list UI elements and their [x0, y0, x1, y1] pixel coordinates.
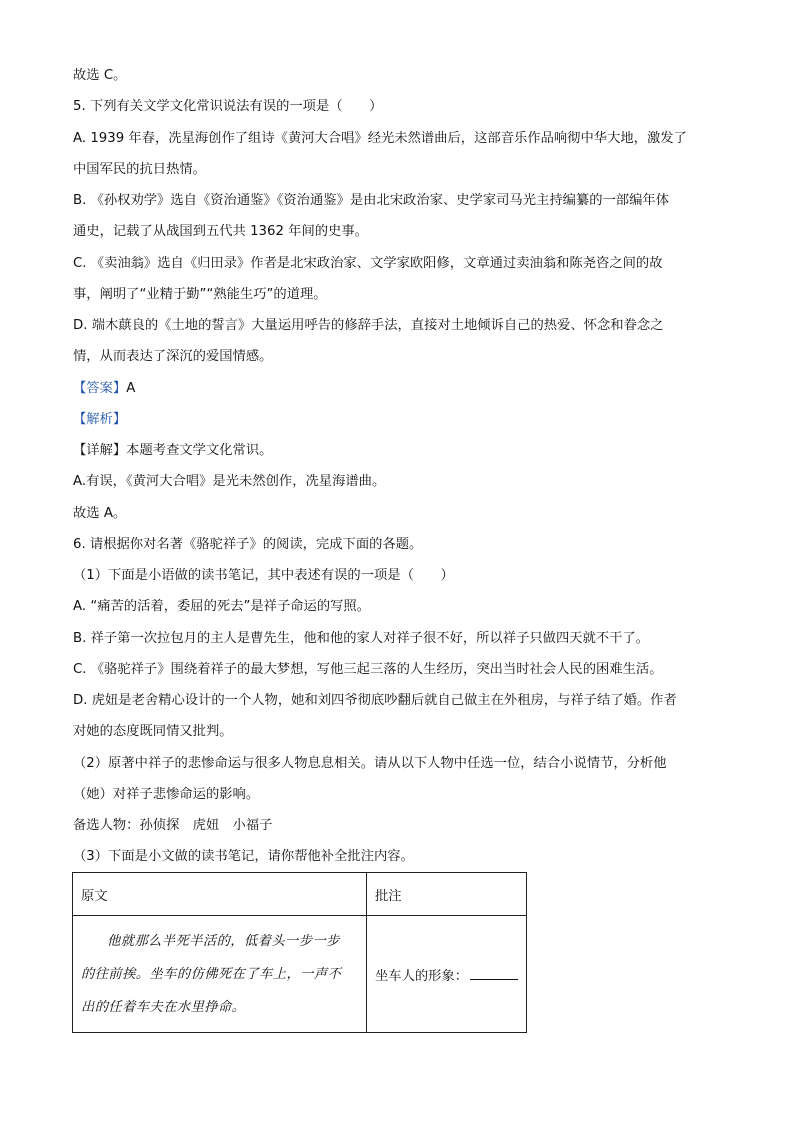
candidate-characters: 备选人物：孙侦探 虎妞 小福子 [73, 818, 273, 833]
answer-value: A [126, 381, 136, 396]
analysis-label: 【解析】 [73, 412, 127, 427]
q6-part2-stem: （2）原著中祥子的悲惨命运与很多人物息息相关。请从以下人物中任选一位，结合小说情节，分析他 [73, 756, 667, 771]
reading-notes-table [72, 872, 527, 1033]
answer-choice-line-2: 故选 A。 [73, 506, 127, 521]
q6-part1-stem: （1）下面是小语做的读书笔记，其中表述有误的一项是（ ） [73, 568, 454, 583]
q6-option-b: B. 祥子第一次拉包月的主人是曹先生，他和他的家人对祥子很不好，所以祥子只做四天就不干了。 [73, 631, 650, 646]
detail-line: 【详解】本题考查文学文化常识。 [73, 443, 273, 458]
q5-option-a: A. 1939 年春，冼星海创作了组诗《黄河大合唱》经光未然谱曲后，这部音乐作品响彻中华大地，激发了 [73, 131, 687, 146]
q6-option-a: A. “痛苦的活着，委屈的死去”是祥子命运的写照。 [73, 599, 371, 614]
answer-row [73, 380, 135, 398]
q6-part3-stem: （3）下面是小文做的读书笔记，请你帮他补全批注内容。 [73, 849, 414, 864]
q5-option-a-cont: 中国军民的抗日热情。 [73, 162, 206, 177]
q5-option-b-cont: 通史，记载了从战国到五代共 1362 年间的史事。 [73, 224, 368, 239]
q6-option-d-cont: 对她的态度既同情又批判。 [73, 724, 233, 739]
original-text-line: 出的任着车夫在水里挣命。 [81, 999, 246, 1015]
answer-choice-line: 故选 C。 [73, 68, 127, 83]
detail-explanation: A.有误，《黄河大合唱》是光未然创作，冼星海谱曲。 [73, 474, 386, 489]
q5-option-b: B. 《孙权劝学》选自《资治通鉴》《资治通鉴》是由北宋政治家、史学家司马光主持编纂的一部编年体 [73, 193, 669, 208]
q5-option-c: C. 《卖油翁》选自《归田录》作者是北宋政治家、文学家欧阳修，文章通过卖油翁和陈尧咨之间的故 [73, 256, 663, 271]
table-header-row [73, 873, 527, 916]
q5-option-d-cont: 情，从而表达了深沉的爱国情感。 [73, 349, 273, 364]
annotation-label: 坐车人的形象： [375, 968, 469, 984]
q6-option-c: C. 《骆驼祥子》围绕着祥子的最大梦想，写他三起三落的人生经历，突出当时社会人民的困难生活。 [73, 662, 663, 677]
col-header-original: 原文 [73, 873, 367, 916]
original-text-cell [73, 916, 367, 1033]
q6-part2-stem-cont: （她）对祥子悲惨命运的影响。 [73, 787, 260, 802]
annotation-cell [367, 916, 527, 1033]
original-text-line: 他就那么半死半活的，低着头一步一步 [107, 933, 340, 949]
col-header-annotation: 批注 [367, 873, 527, 916]
q5-option-d: D. 端木蕻良的《土地的誓言》大量运用呼告的修辞手法，直接对土地倾诉自己的热爱、怀念和眷念之 [73, 318, 664, 333]
q5-option-c-cont: 事，阐明了“业精于勤”“熟能生巧”的道理。 [73, 287, 327, 302]
question-6-stem: 6. 请根据你对名著《骆驼祥子》的阅读，完成下面的各题。 [73, 537, 423, 552]
answer-label: 【答案】 [73, 381, 127, 396]
table-row [73, 916, 527, 1033]
original-text-line: 的往前挨。坐车的仿佛死在了车上，一声不 [81, 966, 342, 982]
question-5-stem: 5. 下列有关文学文化常识说法有误的一项是（ ） [73, 99, 383, 114]
annotation-blank[interactable] [470, 967, 518, 980]
q6-option-d: D. 虎妞是老舍精心设计的一个人物，她和刘四爷彻底吵翻后就自己做主在外租房，与祥子结了婚。作者 [73, 693, 677, 708]
